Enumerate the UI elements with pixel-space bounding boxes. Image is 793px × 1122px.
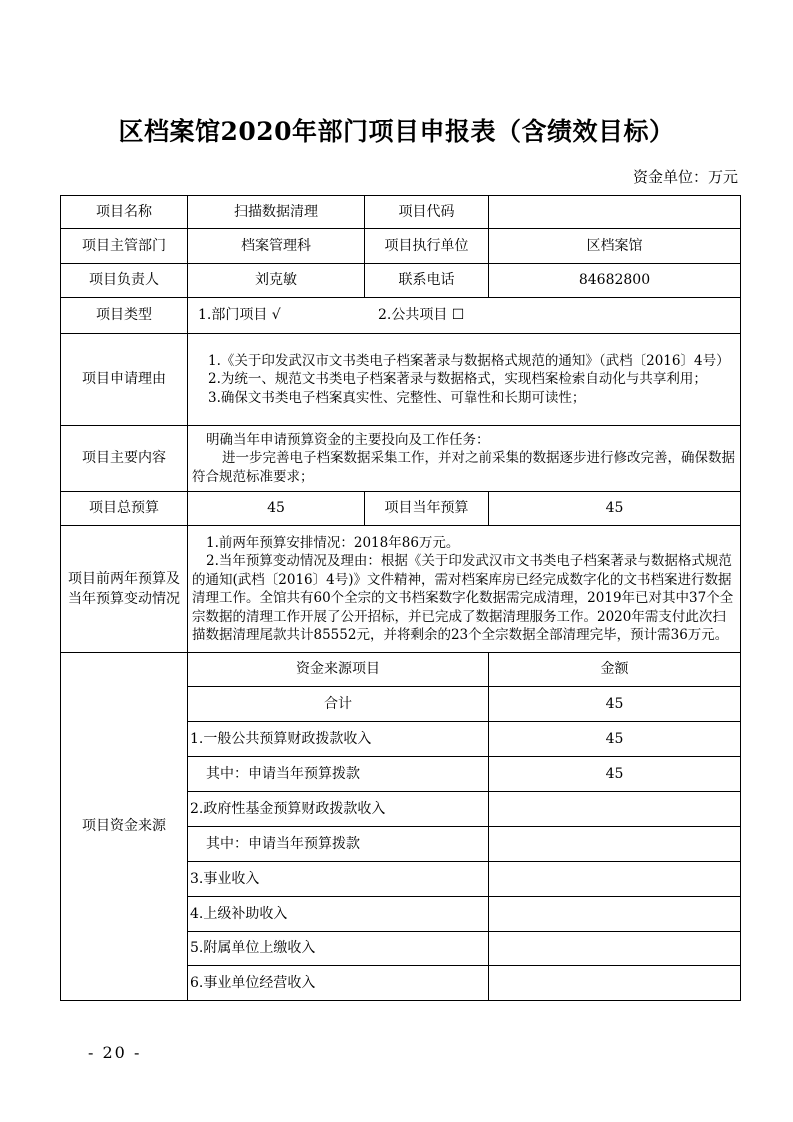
type-option-public: 2.公共项目 ☐ <box>378 307 465 323</box>
funding-label: 项目资金来源 <box>61 653 188 1001</box>
content-item-1: 明确当年申请预算资金的主要投向及工作任务： <box>206 431 490 448</box>
document-title: 区档案馆2020年部门项目申报表（含绩效目标） <box>118 117 675 146</box>
reason-label: 项目申请理由 <box>61 334 188 426</box>
funding-header-source: 资金来源项目 <box>188 653 489 687</box>
reason-text <box>188 334 741 426</box>
change-item-1: 1.前两年预算安排情况：2018年86万元。 <box>206 534 460 551</box>
funding-source: 1.一般公共预算财政拨款收入 <box>188 722 489 757</box>
exec-unit-value: 区档案馆 <box>489 229 741 264</box>
total-budget-value: 45 <box>188 492 365 526</box>
content-text <box>188 426 741 492</box>
reason-item-2: 2.为统一、规范文书类电子档案著录与数据格式，实现档案检索自动化与共享利用； <box>208 371 707 388</box>
funding-header-amount: 金额 <box>489 653 741 687</box>
year-budget-value: 45 <box>489 492 741 526</box>
table-row <box>61 526 741 653</box>
table-row <box>61 298 741 334</box>
funding-amount: 45 <box>489 722 741 757</box>
dept-value: 档案管理科 <box>188 229 365 264</box>
table-row <box>61 334 741 426</box>
funding-source: 4.上级补助收入 <box>188 897 489 932</box>
dept-label: 项目主管部门 <box>61 229 188 264</box>
phone-label: 联系电话 <box>365 264 489 298</box>
change-label: 项目前两年预算及当年预算变动情况 <box>61 526 188 653</box>
currency-unit-note: 资金单位：万元 <box>632 168 738 186</box>
project-code-label: 项目代码 <box>365 196 489 229</box>
page-number: - 20 - <box>88 1043 142 1062</box>
funding-amount <box>489 932 741 966</box>
funding-amount <box>489 827 741 862</box>
funding-source: 其中：申请当年预算拨款 <box>188 757 489 792</box>
funding-source: 5.附属单位上缴收入 <box>188 932 489 966</box>
table-row <box>61 492 741 526</box>
change-text <box>188 526 741 653</box>
funding-source: 其中：申请当年预算拨款 <box>188 827 489 862</box>
funding-amount <box>489 862 741 897</box>
funding-header-row <box>61 653 741 687</box>
funding-source: 3.事业收入 <box>188 862 489 897</box>
table-row <box>61 229 741 264</box>
reason-item-3: 3.确保文书类电子档案真实性、完整性、可靠性和长期可读性； <box>208 389 586 406</box>
funding-amount: 45 <box>489 687 741 722</box>
table-row <box>61 264 741 298</box>
table-row <box>61 426 741 492</box>
project-application-table <box>60 195 741 1001</box>
funding-source: 6.事业单位经营收入 <box>188 966 489 1001</box>
leader-value: 刘克敏 <box>188 264 365 298</box>
leader-label: 项目负责人 <box>61 264 188 298</box>
change-item-2: 2.当年预算变动情况及理由：根据《关于印发武汉市文书类电子档案著录与数据格式规范的通知(武档〔2016〕4号)》文件精神，需对档案库房已经完成数字化的文书档案进行数据清理工作。全馆共有60个全宗的文书档案数字化数据需完成清理，2019年已对其中37个全宗数据的清理工作开展了公开招标，并已完成了数据清理服务工作。2020年需支付此次扫描数据清理尾款共计85552元，并将剩余的23个全宗数据全部清理完毕，预计需36万元。 <box>192 553 734 643</box>
content-item-2: 进一步完善电子档案数据采集工作，并对之前采集的数据逐步进行修改完善，确保数据符合规范标准要求； <box>192 450 735 485</box>
content-label: 项目主要内容 <box>61 426 188 492</box>
project-name-label: 项目名称 <box>61 196 188 229</box>
exec-unit-label: 项目执行单位 <box>365 229 489 264</box>
project-code-value <box>489 196 741 229</box>
funding-source: 2.政府性基金预算财政拨款收入 <box>188 792 489 827</box>
year-budget-label: 项目当年预算 <box>365 492 489 526</box>
funding-amount <box>489 966 741 1001</box>
table-row <box>61 196 741 229</box>
total-budget-label: 项目总预算 <box>61 492 188 526</box>
funding-amount: 45 <box>489 757 741 792</box>
reason-item-1: 1.《关于印发武汉市文书类电子档案著录与数据格式规范的通知》（武档〔2016〕4号） <box>208 352 730 369</box>
type-label: 项目类型 <box>61 298 188 334</box>
project-name-value: 扫描数据清理 <box>188 196 365 229</box>
funding-amount <box>489 792 741 827</box>
type-options <box>188 298 741 334</box>
type-option-dept: 1.部门项目 √ <box>198 307 281 323</box>
funding-source: 合计 <box>188 687 489 722</box>
phone-value: 84682800 <box>489 264 741 298</box>
funding-amount <box>489 897 741 932</box>
